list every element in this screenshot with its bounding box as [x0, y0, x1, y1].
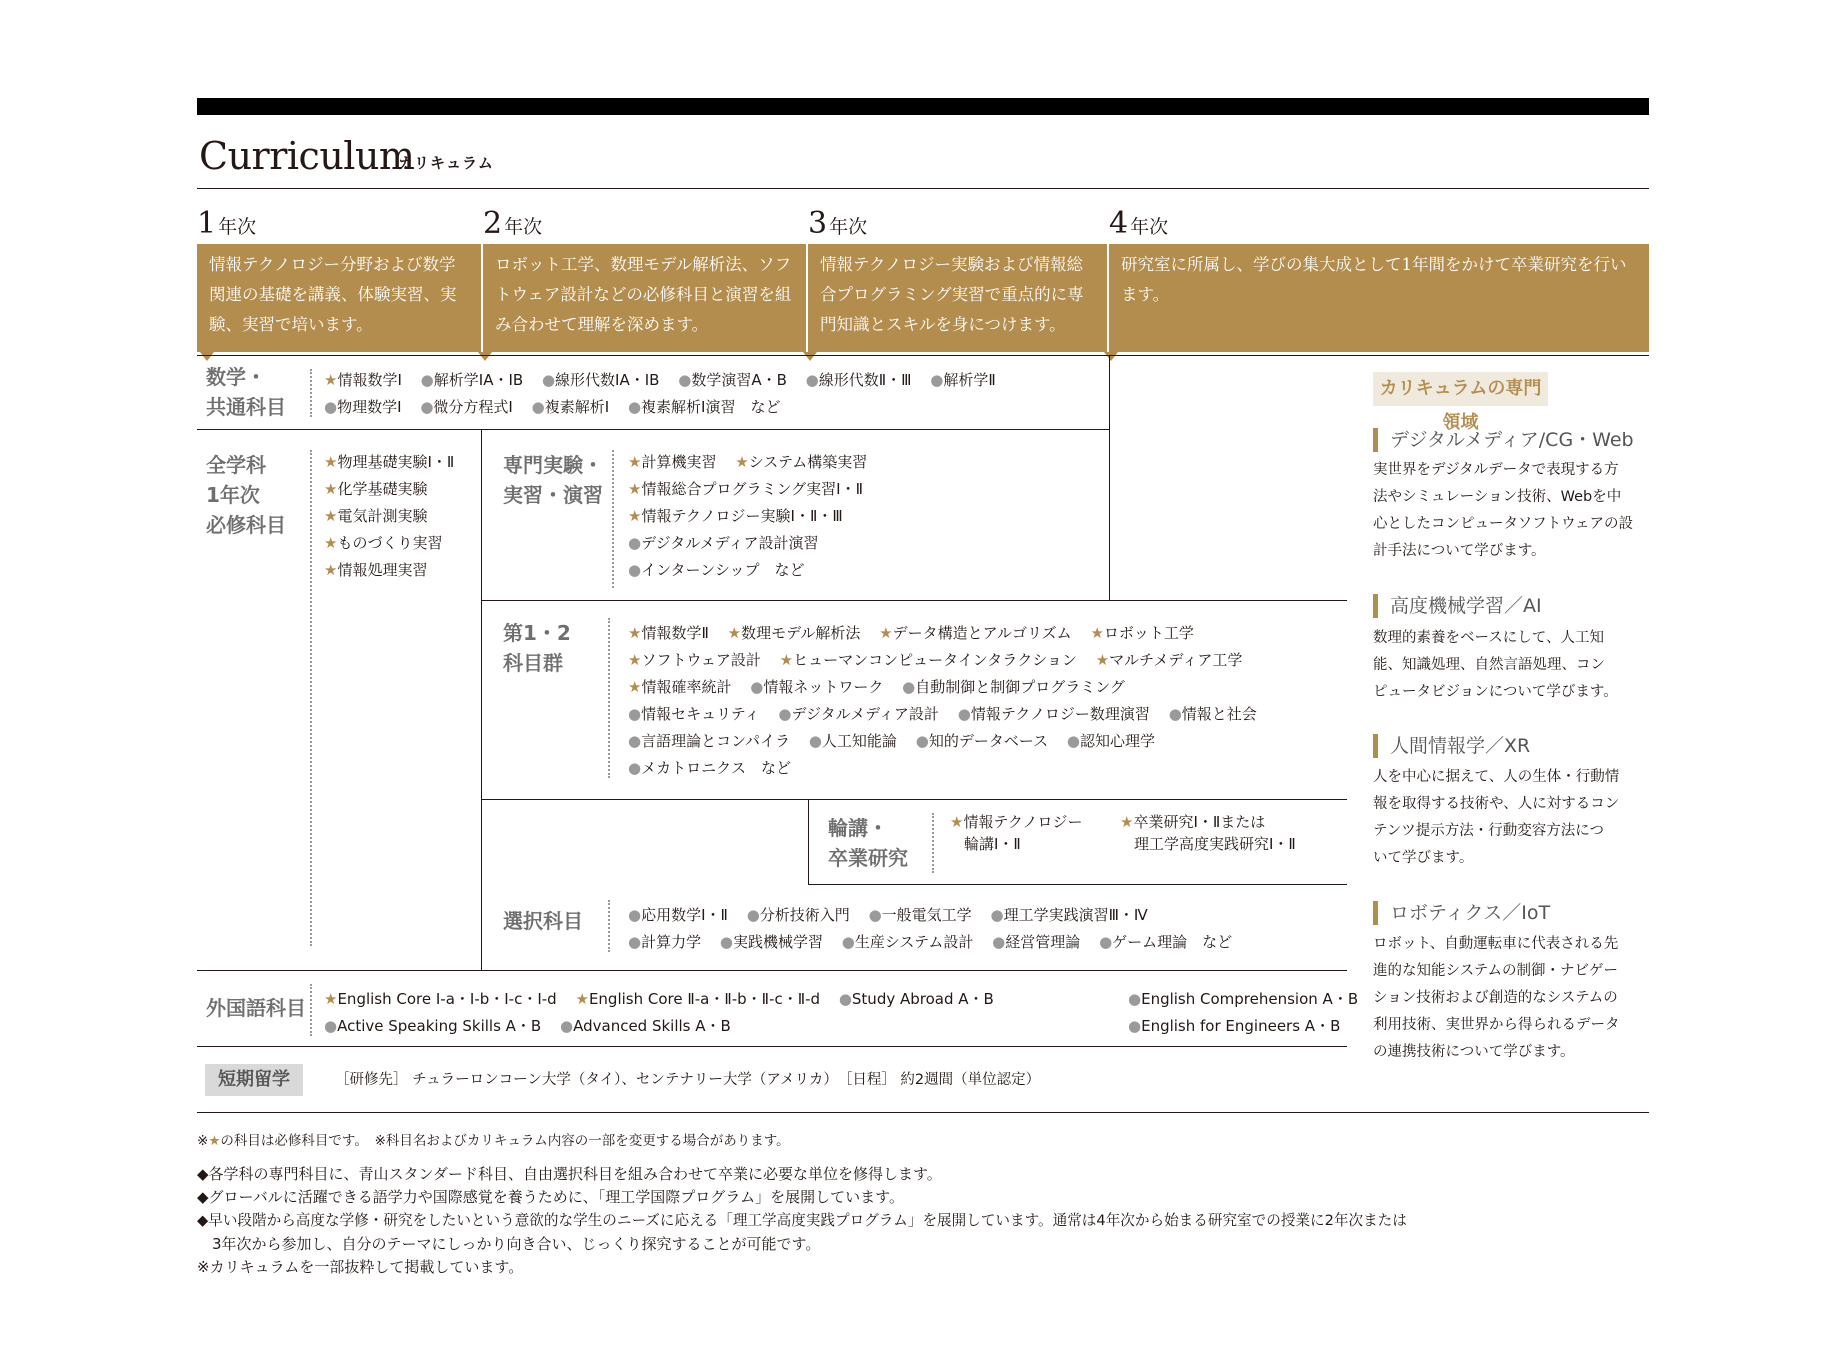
year-2-desc: ロボット工学、数理モデル解析法、ソフトウェア設計などの必修科目と演習を組み合わせて理解を深めます。 — [483, 244, 806, 352]
course-item: ★ソフトウェア設計 — [628, 651, 761, 669]
area-title-digital-media: デジタルメディア/CG・Web — [1373, 428, 1634, 452]
course-item: ●情報セキュリティ — [628, 705, 760, 723]
dotted-divider — [608, 618, 610, 778]
note-line: ◆各学科の専門科目に、青山スタンダード科目、自由選択科目を組み合わせて卒業に必要な単位を修得します。 — [197, 1165, 942, 1183]
grid-hline — [197, 970, 1347, 971]
special-exp-line: ●インターンシップ など — [628, 561, 805, 579]
required-item: ★ものづくり実習 — [324, 534, 443, 552]
course-item: ●言語理論とコンパイラ — [628, 732, 791, 750]
year-1-desc: 情報テクノロジー分野および数学関連の基礎を講義、体験実習、実験、実習で培います。 — [197, 244, 481, 352]
grid-hline — [481, 600, 1347, 601]
dotted-divider — [932, 813, 934, 873]
foreign-right-2: ●English for Engineers A・B — [1128, 1017, 1341, 1035]
course-item: ●応用数学Ⅰ・Ⅱ — [628, 906, 728, 924]
course-item: ★ヒューマンコンピュータインタラクション — [779, 651, 1077, 669]
note-required: ※★の科目は必修科目です。 ※科目名およびカリキュラム内容の一部を変更する場合があります。 — [197, 1133, 790, 1149]
course-item: ●一般電気工学 — [868, 906, 972, 924]
page-subtitle: カリキュラム — [398, 154, 494, 172]
required-item: ★電気計測実験 — [324, 507, 428, 525]
course-item: ●Active Speaking Skills A・B — [324, 1017, 542, 1035]
grid-hline — [808, 884, 1347, 885]
year-1-header: 1 年次 — [197, 206, 257, 241]
seminar-left: ★情報テクノロジー 輪講Ⅰ・Ⅱ — [950, 813, 1083, 853]
course-item: ●認知心理学 — [1066, 732, 1155, 750]
grid-vline — [1109, 355, 1110, 601]
course-item: ●微分方程式Ⅰ — [420, 398, 513, 416]
year-2-header: 2 年次 — [483, 206, 543, 241]
course-item: ●情報と社会 — [1168, 705, 1257, 723]
year-3-header: 3 年次 — [808, 206, 868, 241]
group12-label: 第1・2 科目群 — [503, 621, 571, 675]
course-item: ●実践機械学習 — [719, 933, 823, 951]
foreign-right-1: ●English Comprehension A・B — [1128, 990, 1359, 1008]
table-top-rule — [197, 355, 1649, 356]
group12-line — [628, 728, 1169, 755]
course-item: ●複素解析Ⅰ演習 など — [627, 398, 781, 416]
course-item: ★情報数学Ⅱ — [628, 624, 709, 642]
group12-line — [628, 674, 1139, 701]
course-item: ★データ構造とアルゴリズム — [879, 624, 1072, 642]
course-item: ●線形代数ⅠA・ⅠB — [541, 371, 660, 389]
area-title-ml-ai: 高度機械学習／AI — [1373, 594, 1542, 618]
dotted-divider — [310, 984, 312, 1036]
area-desc-robotics: ロボット、自動運転車に代表される先 進的な知能システムの制御・ナビゲー ション技術および創造的なシステムの 利用技術、実世界から得られるデータ の連携技術について学びます。 — [1373, 936, 1620, 1060]
sidebar-heading: カリキュラムの専門領域 — [1373, 372, 1548, 406]
year-4-header: 4 年次 — [1109, 206, 1169, 241]
course-item: ●ゲーム理論 など — [1099, 933, 1233, 951]
elective-label: 選択科目 — [503, 909, 583, 933]
year-4-desc: 研究室に所属し、学びの集大成として1年間をかけて卒業研究を行います。 — [1109, 244, 1649, 352]
course-item: ●人工知能論 — [808, 732, 897, 750]
group12-line — [628, 701, 1271, 728]
note-line: ※カリキュラムを一部抜粋して掲載しています。 — [197, 1258, 524, 1276]
course-item: ●解析学ⅠA・ⅠB — [420, 371, 524, 389]
special-exp-line — [628, 449, 881, 476]
grid-hline — [197, 429, 1110, 430]
special-exp-line: ★情報総合プログラミング実習Ⅰ・Ⅱ — [628, 480, 863, 498]
foreign-label: 外国語科目 — [206, 996, 306, 1020]
course-item: ●情報テクノロジー数理演習 — [957, 705, 1150, 723]
elective-line-1 — [628, 902, 1162, 929]
special-exp-line: ★情報テクノロジー実験Ⅰ・Ⅱ・Ⅲ — [628, 507, 843, 525]
course-item: ●生産システム設計 — [841, 933, 974, 951]
grid-vline — [808, 799, 809, 885]
course-item: ★English Core Ⅰ-a・Ⅰ-b・Ⅰ-c・Ⅰ-d — [324, 990, 557, 1008]
course-item: ●複素解析Ⅰ — [531, 398, 610, 416]
course-item: ●知的データベース — [915, 732, 1049, 750]
grid-vline — [481, 429, 482, 970]
course-item: ★English Core Ⅱ-a・Ⅱ-b・Ⅱ-c・Ⅱ-d — [575, 990, 821, 1008]
course-item: ●計算力学 — [628, 933, 702, 951]
page-title: Curriculum — [199, 134, 415, 178]
short-study-label: 短期留学 — [205, 1064, 303, 1096]
group12-line: ●メカトロニクス など — [628, 759, 791, 777]
required-item: ★物理基礎実験Ⅰ・Ⅱ — [324, 453, 455, 471]
course-item: ●経営管理論 — [992, 933, 1081, 951]
course-item: ●分析技術入門 — [746, 906, 850, 924]
course-item: ★ロボット工学 — [1090, 624, 1194, 642]
grid-hline — [197, 1046, 1347, 1047]
seminar-label: 輪講・ 卒業研究 — [828, 816, 908, 870]
area-desc-ml-ai: 数理的素養をベースにして、人工知 能、知識処理、自然言語処理、コン ピュータビジョンについて学びます。 — [1373, 630, 1618, 700]
footer-rule — [197, 1112, 1649, 1113]
year-1-pointer — [200, 352, 214, 361]
special-exp-line: ●デジタルメディア設計演習 — [628, 534, 819, 552]
math-label: 数学・ 共通科目 — [206, 365, 286, 419]
title-rule — [197, 188, 1649, 189]
course-item: ●デジタルメディア設計 — [778, 705, 939, 723]
dotted-divider — [608, 900, 610, 952]
elective-line-2 — [628, 929, 1246, 956]
area-desc-digital-media: 実世界をデジタルデータで表現する方 法やシミュレーション技術、Webを中 心としたコンピュータソフトウェアの設 計手法について学びます。 — [1373, 462, 1633, 559]
short-study-text: ［研修先］ チュラーロンコーン大学（タイ）、センテナリー大学（アメリカ） ［日程］ 約2週間（単位認定） — [335, 1072, 1041, 1088]
foreign-line-2 — [324, 1013, 745, 1040]
year-2-pointer — [478, 352, 492, 361]
note-line: ◆早い段階から高度な学修・研究をしたいという意欲的な学生のニーズに応える「理工学高度実践プログラム」を展開しています。通常は4年次から始まる研究室での授業に2年次または — [197, 1212, 1407, 1229]
note-line: 3年次から参加し、自分のテーマにしっかり向き合い、じっくり探究することが可能です。 — [197, 1235, 821, 1253]
course-item: ●自動制御と制御プログラミング — [902, 678, 1125, 696]
group12-line — [628, 647, 1256, 674]
year-4-pointer — [1104, 352, 1118, 361]
course-item: ★数理モデル解析法 — [727, 624, 861, 642]
year-3-desc: 情報テクノロジー実験および情報総合プログラミング実習で重点的に専門知識とスキルを身につけます。 — [808, 244, 1107, 352]
course-item: ★情報数学Ⅰ — [324, 371, 402, 389]
course-item: ★システム構築実習 — [735, 453, 868, 471]
required-item: ★化学基礎実験 — [324, 480, 428, 498]
area-title-human-info: 人間情報学／XR — [1373, 734, 1530, 758]
dotted-divider — [310, 369, 312, 417]
course-item: ●理工学実践演習Ⅲ・Ⅳ — [990, 906, 1148, 924]
course-item: ●Study Abroad A・B — [838, 990, 994, 1008]
note-line: ◆グローバルに活躍できる語学力や国際感覚を養うために、「理工学国際プログラム」を展開しています。 — [197, 1188, 904, 1206]
dotted-divider — [612, 450, 614, 588]
dotted-divider — [310, 450, 312, 946]
math-line-1 — [324, 367, 1010, 394]
grid-hline — [481, 799, 1347, 800]
year-3-pointer — [803, 352, 817, 361]
course-item: ●物理数学Ⅰ — [324, 398, 402, 416]
group12-line — [628, 620, 1208, 647]
foreign-line-1 — [324, 986, 1008, 1013]
course-item: ★マルチメディア工学 — [1095, 651, 1243, 669]
course-item: ●数学演習A・B — [678, 371, 787, 389]
course-item: ●情報ネットワーク — [750, 678, 884, 696]
math-line-2 — [324, 394, 794, 421]
course-item: ●線形代数Ⅱ・Ⅲ — [805, 371, 912, 389]
area-title-robotics: ロボティクス／IoT — [1373, 901, 1550, 925]
required-item: ★情報処理実習 — [324, 561, 428, 579]
seminar-right: ★卒業研究Ⅰ・Ⅱまたは 理工学高度実践研究Ⅰ・Ⅱ — [1120, 813, 1296, 853]
top-bar — [197, 98, 1649, 115]
special-exp-label: 専門実験・ 実習・演習 — [503, 453, 603, 507]
area-desc-human-info: 人を中心に据えて、人の生体・行動情 報を取得する技術や、人に対するコン テンツ提示方法・行動変容方法につ いて学びます。 — [1373, 769, 1620, 866]
course-item: ★情報確率統計 — [628, 678, 732, 696]
course-item: ●Advanced Skills A・B — [560, 1017, 731, 1035]
required-label: 全学科 1年次 必修科目 — [206, 453, 286, 537]
course-item: ●解析学Ⅱ — [930, 371, 996, 389]
course-item: ★計算機実習 — [628, 453, 717, 471]
